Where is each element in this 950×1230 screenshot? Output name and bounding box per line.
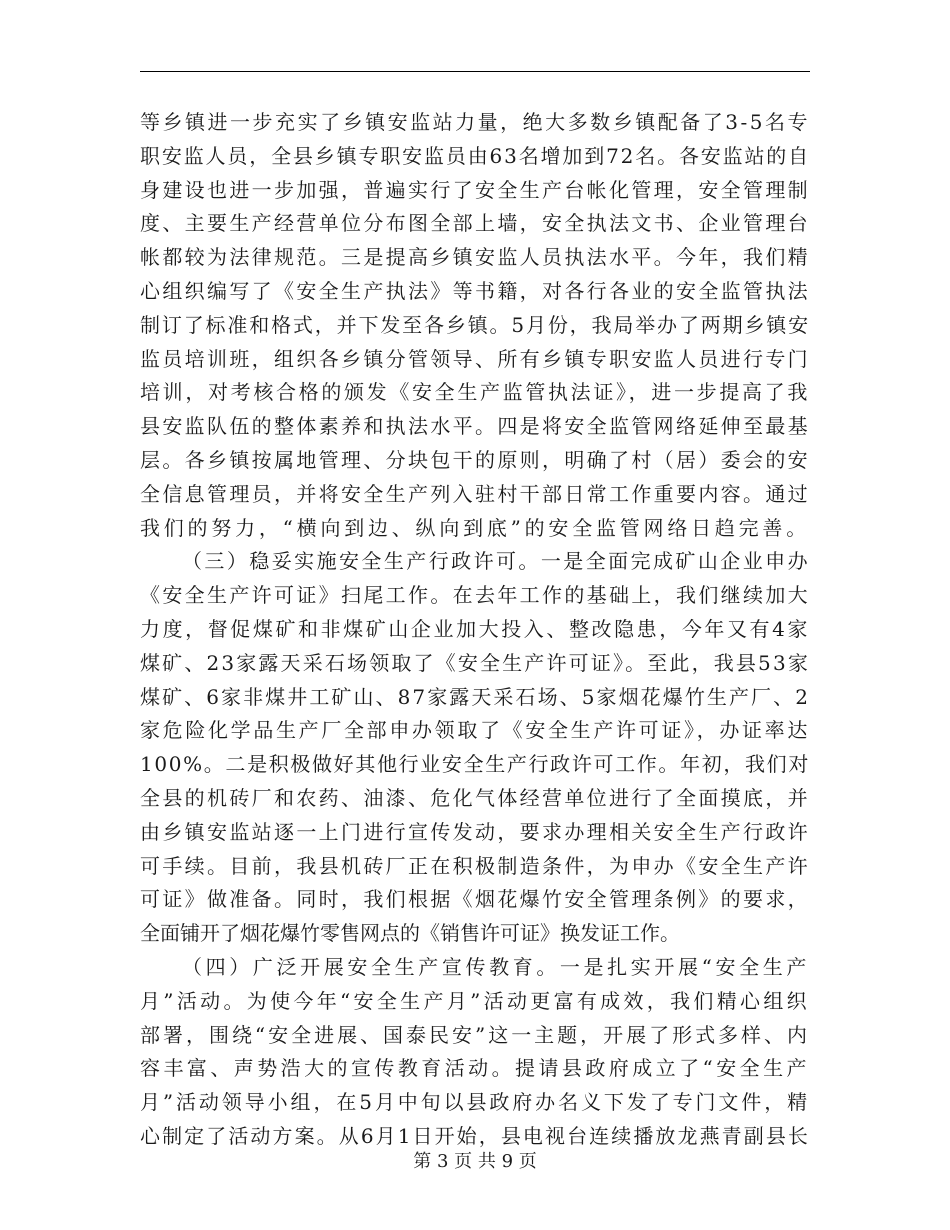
text-line: 心制定了活动方案。从6月1日开始，县电视台连续播放龙燕青副县长 — [140, 1123, 810, 1148]
text-line: （三）稳妥实施安全生产行政许可。一是全面完成矿山企业申办 — [182, 549, 811, 574]
page-footer: 第 3 页 共 9 页 — [413, 1151, 537, 1172]
text-line: 帐都较为法律规范。三是提高乡镇安监人员执法水平。今年，我们精 — [140, 245, 810, 270]
text-line: 等乡镇进一步充实了乡镇安监站力量，绝大多数乡镇配备了3-5名专 — [140, 110, 810, 134]
text-line: 月”活动。为使今年“安全生产月”活动更富有成效，我们精心组织 — [140, 988, 810, 1013]
text-line: 职安监人员，全县乡镇专职安监员由63名增加到72名。各安监站的自 — [140, 143, 811, 168]
document-body — [140, 106, 810, 1154]
text-line: 心组织编写了《安全生产执法》等书籍，对各行各业的安全监管执法 — [140, 278, 810, 303]
text-line: 力度，督促煤矿和非煤矿山企业加大投入、整改隐患，今年又有4家 — [140, 616, 811, 641]
text-line: 《安全生产许可证》扫尾工作。在去年工作的基础上，我们继续加大 — [140, 583, 810, 608]
text-line: 层。各乡镇按属地管理、分块包干的原则，明确了村（居）委会的安 — [140, 447, 810, 472]
text-line: 煤矿、23家露天采石场领取了《安全生产许可证》。至此，我县53家 — [140, 650, 810, 675]
text-line: 由乡镇安监站逐一上门进行宣传发动，要求办理相关安全生产行政许 — [140, 819, 810, 844]
text-line: 100%。二是积极做好其他行业安全生产行政许可工作。年初，我们对 — [140, 752, 810, 777]
text-line: 身建设也进一步加强，普遍实行了安全生产台帐化管理，安全管理制 — [140, 177, 810, 202]
text-line: 可证》做准备。同时，我们根据《烟花爆竹安全管理条例》的要求， — [140, 887, 810, 912]
text-line: （四）广泛开展安全生产宣传教育。一是扎实开展“安全生产 — [182, 954, 810, 979]
text-line: 全县的机砖厂和农药、油漆、危化气体经营单位进行了全面摸底，并 — [140, 785, 810, 810]
text-line: 家危险化学品生产厂全部申办领取了《安全生产许可证》，办证率达 — [140, 718, 811, 743]
text-line: 月”活动领导小组，在5月中旬以县政府办名义下发了专门文件，精 — [140, 1090, 811, 1115]
text-line: 可手续。目前，我县机砖厂正在积极制造条件，为申办《安全生产许 — [140, 853, 810, 878]
text-line: 部署，围绕“安全进展、国泰民安”这一主题，开展了形式多样、内 — [140, 1022, 810, 1047]
header-rule — [140, 71, 810, 72]
text-line: 容丰富、声势浩大的宣传教育活动。提请县政府成立了“安全生产 — [140, 1056, 810, 1081]
text-line: 煤矿、6家非煤井工矿山、87家露天采石场、5家烟花爆竹生产厂、2 — [140, 684, 810, 709]
text-line: 我们的努力，“横向到边、纵向到底”的安全监管网络日趋完善。 — [140, 515, 810, 540]
text-line: 制订了标准和格式，并下发至各乡镇。5月份，我局举办了两期乡镇安 — [140, 312, 810, 337]
text-line: 全面铺开了烟花爆竹零售网点的《销售许可证》换发证工作。 — [140, 921, 680, 946]
text-line: 县安监队伍的整体素养和执法水平。四是将安全监管网络延伸至最基 — [140, 414, 810, 439]
text-line: 培训，对考核合格的颁发《安全生产监管执法证》，进一步提高了我 — [140, 380, 811, 405]
text-line: 监员培训班，组织各乡镇分管领导、所有乡镇专职安监人员进行专门 — [140, 346, 810, 371]
text-line: 全信息管理员，并将安全生产列入驻村干部日常工作重要内容。通过 — [140, 481, 810, 506]
text-line: 度、主要生产经营单位分布图全部上墙，安全执法文书、企业管理台 — [140, 211, 810, 236]
